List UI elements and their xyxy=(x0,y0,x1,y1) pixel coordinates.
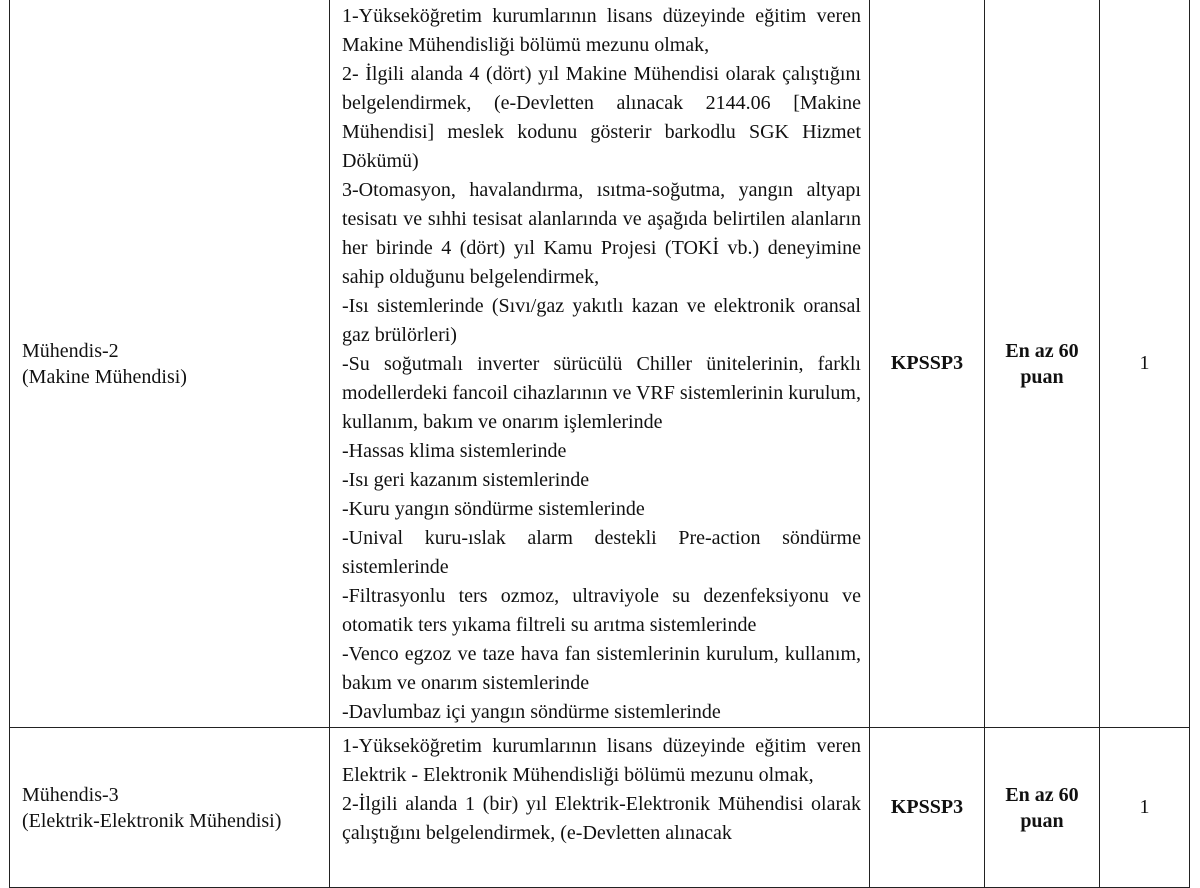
position-title: Mühendis-2 xyxy=(22,339,119,362)
position-title: Mühendis-3 xyxy=(22,783,119,806)
exam-type-cell xyxy=(870,0,985,728)
positions-table xyxy=(9,0,1190,888)
min-score-cell xyxy=(985,728,1100,888)
min-score-value: En az 60 xyxy=(1005,783,1079,806)
position-count-cell xyxy=(1100,728,1190,888)
table-row xyxy=(10,0,1190,728)
requirement-item: 3-Otomasyon, havalandırma, ısıtma-soğutma, yangın altyapı tesisatı ve sıhhi tesisat alanlarında ve aşağıda belirtilen alanların her birinde 4 (dört) yıl Kamu Projesi (TOKİ vb.) deneyimine sahip olduğunu belgelendirmek, xyxy=(342,179,861,288)
position-subtitle: (Elektrik-Elektronik Mühendisi) xyxy=(22,809,282,832)
position-count-cell xyxy=(1100,0,1190,728)
requirement-item: -Isı geri kazanım sistemlerinde xyxy=(342,469,590,491)
position-title-cell xyxy=(10,728,330,888)
min-score-unit: puan xyxy=(1020,809,1064,832)
position-count: 1 xyxy=(1139,352,1150,374)
requirements-cell xyxy=(330,728,870,888)
min-score-value: En az 60 xyxy=(1005,339,1079,362)
exam-type: KPSSP3 xyxy=(890,796,964,818)
position-title-cell xyxy=(10,0,330,728)
position-subtitle: (Makine Mühendisi) xyxy=(22,365,187,388)
requirement-item: -Unival kuru-ıslak alarm destekli Pre-action söndürme sistemlerinde xyxy=(342,527,861,578)
requirement-item: -Filtrasyonlu ters ozmoz, ultraviyole su dezenfeksiyonu ve otomatik ters yıkama filtreli su arıtma sistemlerinde xyxy=(342,585,861,636)
exam-type: KPSSP3 xyxy=(890,352,964,374)
exam-type-cell xyxy=(870,728,985,888)
requirement-item: -Hassas klima sistemlerinde xyxy=(342,440,567,462)
requirement-item: 2-İlgili alanda 1 (bir) yıl Elektrik-Elektronik Mühendisi olarak çalıştığını belgelendirmek, (e-Devletten alınacak xyxy=(342,793,861,844)
requirement-item: -Isı sistemlerinde (Sıvı/gaz yakıtlı kazan ve elektronik oransal gaz brülörleri) xyxy=(342,295,861,346)
requirement-item: -Kuru yangın söndürme sistemlerinde xyxy=(342,498,645,520)
requirement-item: -Davlumbaz içi yangın söndürme sistemlerinde xyxy=(342,701,721,723)
requirements-cell xyxy=(330,0,870,728)
requirement-item: -Venco egzoz ve taze hava fan sistemlerinin kurulum, kullanım, bakım ve onarım sistemlerinde xyxy=(342,643,861,694)
position-count: 1 xyxy=(1139,796,1150,818)
requirement-item: 1-Yükseköğretim kurumlarının lisans düzeyinde eğitim veren Makine Mühendisliği bölümü mezunu olmak, xyxy=(342,5,861,56)
requirement-item: -Su soğutmalı inverter sürücülü Chiller ünitelerinin, farklı modellerdeki fancoil cihazlarının ve VRF sistemlerinin kurulum, kullanım, bakım ve onarım işlemlerinde xyxy=(342,353,861,433)
min-score-unit: puan xyxy=(1020,365,1064,388)
requirement-item: 2- İlgili alanda 4 (dört) yıl Makine Mühendisi olarak çalıştığını belgelendirmek, (e-Devletten alınacak 2144.06 [Makine Mühendisi] meslek kodunu gösterir barkodlu SGK Hizmet Dökümü) xyxy=(342,63,861,172)
min-score-cell xyxy=(985,0,1100,728)
requirement-item: 1-Yükseköğretim kurumlarının lisans düzeyinde eğitim veren Elektrik - Elektronik Mühendisliği bölümü mezunu olmak, xyxy=(342,735,861,786)
table-row xyxy=(10,728,1190,888)
